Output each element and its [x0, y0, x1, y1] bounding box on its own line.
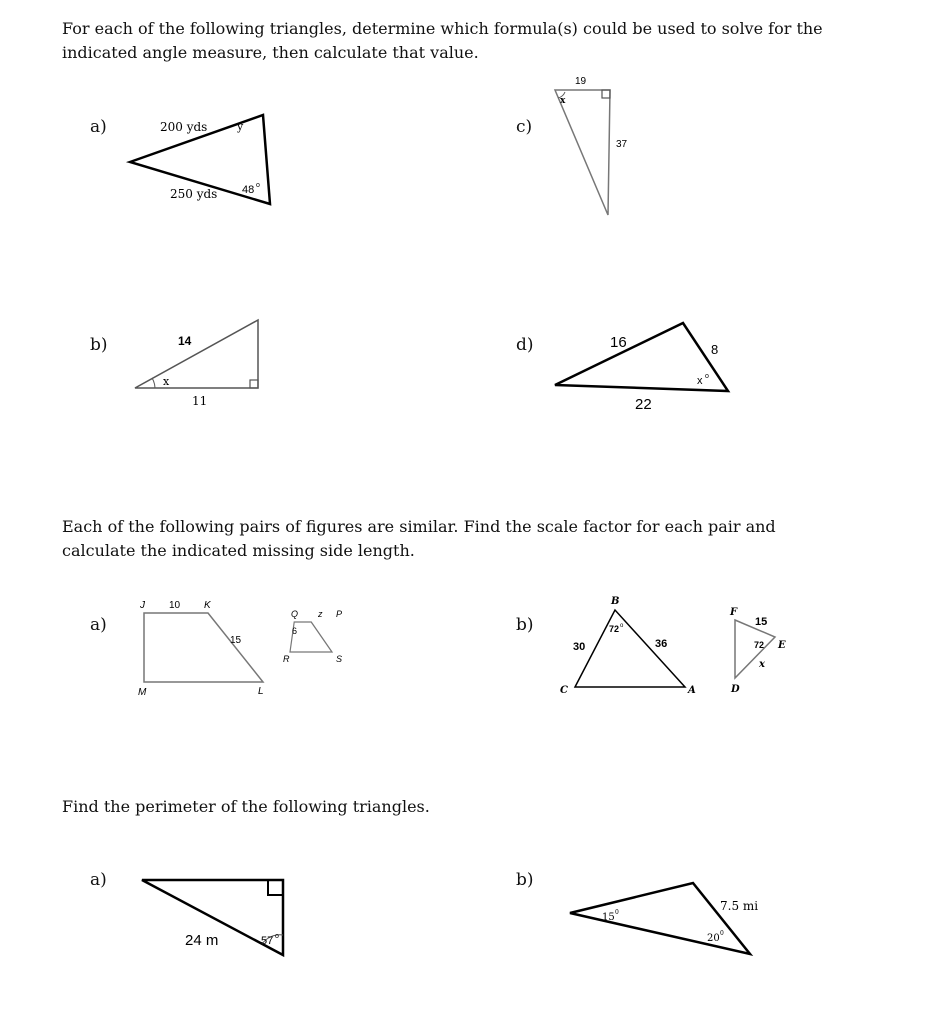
side-label-24m: 24 m [185, 932, 219, 949]
svg-text:o: o [275, 933, 279, 940]
vertex-label-R: R [283, 654, 290, 664]
angle-label-57: 57 [261, 935, 274, 947]
angle-label-20: 20 [707, 933, 720, 944]
angle-label-y: y [237, 120, 244, 133]
angle-label-x: x [560, 96, 566, 106]
triangle-1a [125, 110, 285, 220]
vertex-label-P: P [336, 609, 343, 619]
side-label-6: 6 [292, 626, 298, 636]
part-label-2b: b) [516, 615, 534, 635]
vertex-label-F: F [730, 607, 738, 618]
svg-text:0: 0 [720, 930, 724, 937]
vertex-label-L: L [258, 686, 264, 697]
part-label-2a: a) [90, 615, 107, 635]
svg-text:o: o [256, 182, 260, 189]
side-label-7-5mi: 7.5 mi [720, 899, 759, 913]
similar-triangles-2b [555, 592, 805, 702]
side-label-8: 8 [711, 342, 719, 357]
instruction-section-2: Each of the following pairs of figures are similar. Find the scale factor for each pair and calculate the indicated missing side length. [62, 517, 776, 560]
triangle-1c [550, 70, 630, 220]
side-label-22: 22 [635, 396, 652, 413]
part-label-1a: a) [90, 117, 107, 137]
side-label-37: 37 [616, 139, 628, 150]
side-label-16: 16 [610, 334, 627, 351]
side-label-15: 15 [230, 635, 242, 646]
angle-label-72: 72 [609, 624, 620, 634]
svg-text:o: o [705, 373, 709, 380]
svg-text:0: 0 [615, 909, 619, 916]
side-label-14: 14 [178, 334, 192, 348]
vertex-label-Q: Q [291, 609, 299, 619]
triangle-3b [565, 878, 775, 968]
angle-label-72-small: 72 [754, 640, 765, 650]
vertex-label-M: M [138, 687, 147, 698]
angle-label-x: x [163, 375, 170, 388]
part-label-3a: a) [90, 870, 107, 890]
side-label-30: 30 [573, 641, 586, 653]
side-label-200yds: 200 yds [160, 120, 208, 134]
triangle-3a [135, 872, 295, 962]
vertex-label-B: B [611, 596, 620, 607]
similar-trapezoids-2a [130, 595, 370, 705]
part-label-1c: c) [516, 117, 533, 137]
angle-label-48: 48 [242, 184, 255, 196]
part-label-1d: d) [516, 335, 534, 355]
vertex-label-K: K [204, 600, 211, 611]
svg-text:o: o [620, 623, 624, 629]
angle-label-x: x [697, 375, 703, 387]
side-label-19: 19 [575, 76, 587, 87]
angle-label-15: 15 [602, 912, 615, 923]
side-label-11: 11 [192, 394, 208, 408]
vertex-label-S: S [336, 654, 343, 664]
side-label-15: 15 [755, 616, 768, 628]
side-label-36: 36 [655, 638, 668, 650]
vertex-label-E: E [778, 640, 786, 651]
instruction-section-1: For each of the following triangles, determine which formula(s) could be used to solve for the indicated angle measure, then calculate that value. [62, 19, 823, 62]
triangle-1b [130, 315, 270, 415]
vertex-label-D: D [731, 684, 740, 695]
part-label-1b: b) [90, 335, 108, 355]
vertex-label-A: A [688, 685, 696, 696]
part-label-3b: b) [516, 870, 534, 890]
side-label-z: z [318, 609, 323, 619]
side-label-10: 10 [169, 600, 181, 611]
vertex-label-J: J [140, 600, 145, 611]
side-label-x: x [759, 659, 765, 670]
side-label-250yds: 250 yds [170, 187, 218, 201]
triangle-1d [550, 318, 740, 418]
vertex-label-C: C [560, 685, 568, 696]
instruction-section-3: Find the perimeter of the following triangles. [62, 797, 430, 816]
